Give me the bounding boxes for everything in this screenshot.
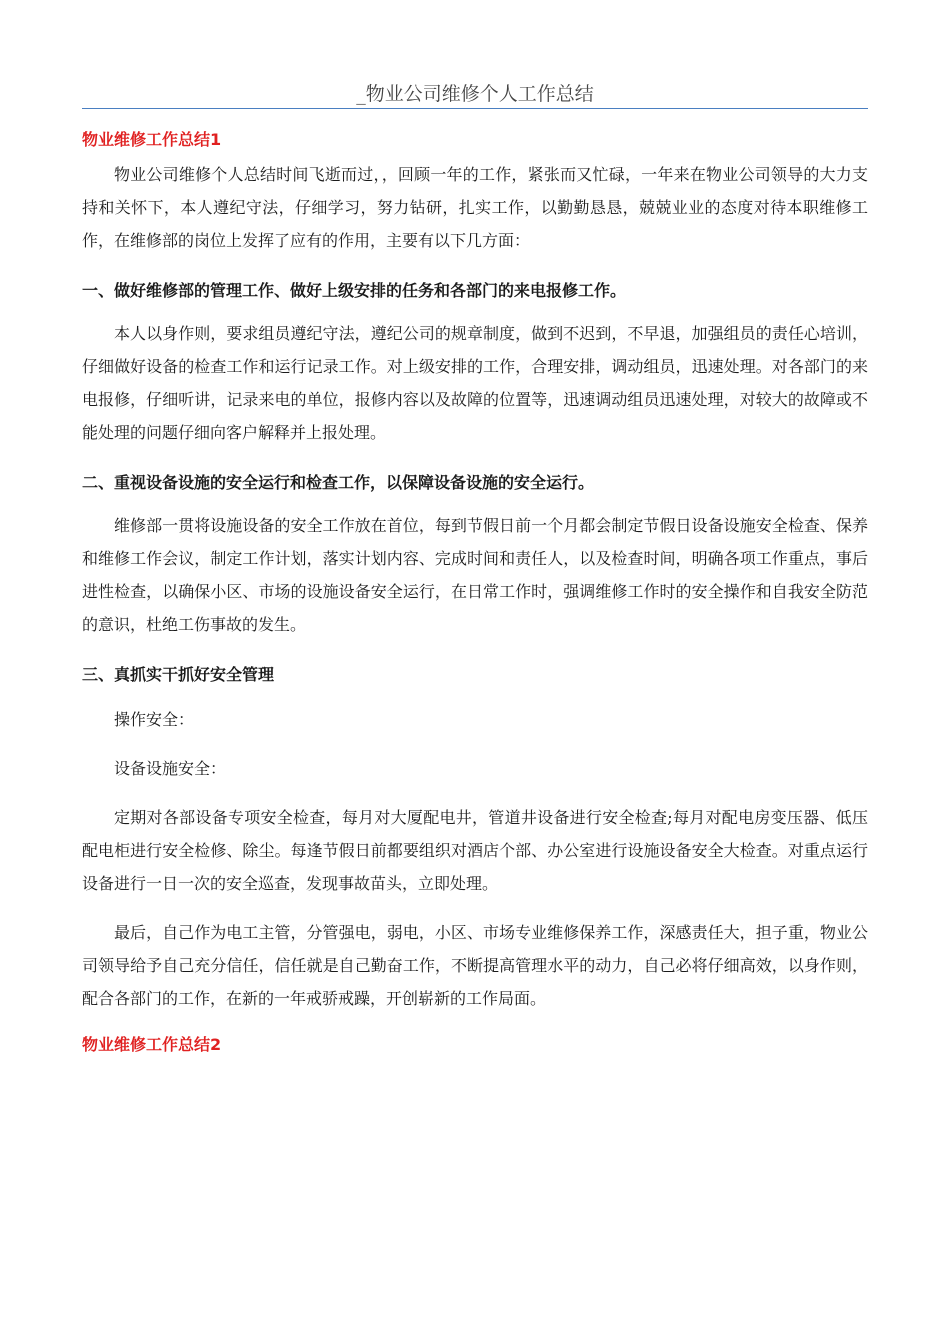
paragraph-1: 本人以身作则，要求组员遵纪守法，遵纪公司的规章制度，做到不迟到，不早退，加强组员的责任心培训，仔细做好设备的检查工作和运行记录工作。对上级安排的工作，合理安排，调动组员，迅速处理。对各部门的来电报修，仔细听讲，记录来电的单位，报修内容以及故障的位置等，迅速调动组员迅速处理，对较大的故障或不能处理的问题仔细向客户解释并上报处理。 — [82, 324, 868, 442]
intro-paragraph: 物业公司维修个人总结时间飞逝而过，，回顾一年的工作，紧张而又忙碌，一年来在物业公司领导的大力支持和关怀下，本人遵纪守法，仔细学习，努力钻研，扎实工作，以勤勤恳恳，兢兢业业的态度对待本职维修工作，在维修部的岗位上发挥了应有的作用，主要有以下几方面： — [82, 165, 868, 250]
document-body — [82, 122, 868, 1057]
heading-2: 二、重视设备设施的安全运行和检查工作，以保障设备设施的安全运行。 — [82, 473, 595, 492]
paragraph-equipment-safety: 设备设施安全： — [114, 759, 227, 778]
section-title-2: 物业维修工作总结2 — [82, 1035, 222, 1054]
header-divider — [82, 108, 868, 109]
document-header-title: _物业公司维修个人工作总结 — [356, 83, 594, 105]
paragraph-operation-safety: 操作安全： — [114, 710, 195, 729]
paragraph-2: 维修部一贯将设施设备的安全工作放在首位，每到节假日前一个月都会制定节假日设备设施安全检查、保养和维修工作会议，制定工作计划，落实计划内容、完成时间和责任人，以及检查时间，明确各项工作重点，事后进性检查，以确保小区、市场的设施设备安全运行，在日常工作时，强调维修工作时的安全操作和自我安全防范的意识，杜绝工伤事故的发生。 — [82, 516, 868, 634]
heading-3: 三、真抓实干抓好安全管理 — [82, 665, 275, 684]
paragraph-3: 定期对各部设备专项安全检查，每月对大厦配电井，管道井设备进行安全检查;每月对配电房变压器、低压配电柜进行安全检修、除尘。每逢节假日前都要组织对酒店个部、办公室进行设施设备安全大检查。对重点运行设备进行一日一次的安全巡查，发现事故苗头，立即处理。 — [82, 808, 868, 893]
section-title-1: 物业维修工作总结1 — [82, 130, 222, 149]
heading-1: 一、做好维修部的管理工作、做好上级安排的任务和各部门的来电报修工作。 — [82, 281, 627, 300]
paragraph-4: 最后，自己作为电工主管，分管强电，弱电，小区、市场专业维修保养工作，深感责任大，担子重，物业公司领导给予自己充分信任，信任就是自己勤奋工作，不断提高管理水平的动力，自己必将仔细高效，以身作则，配合各部门的工作，在新的一年戒骄戒躁，开创崭新的工作局面。 — [82, 923, 868, 1008]
